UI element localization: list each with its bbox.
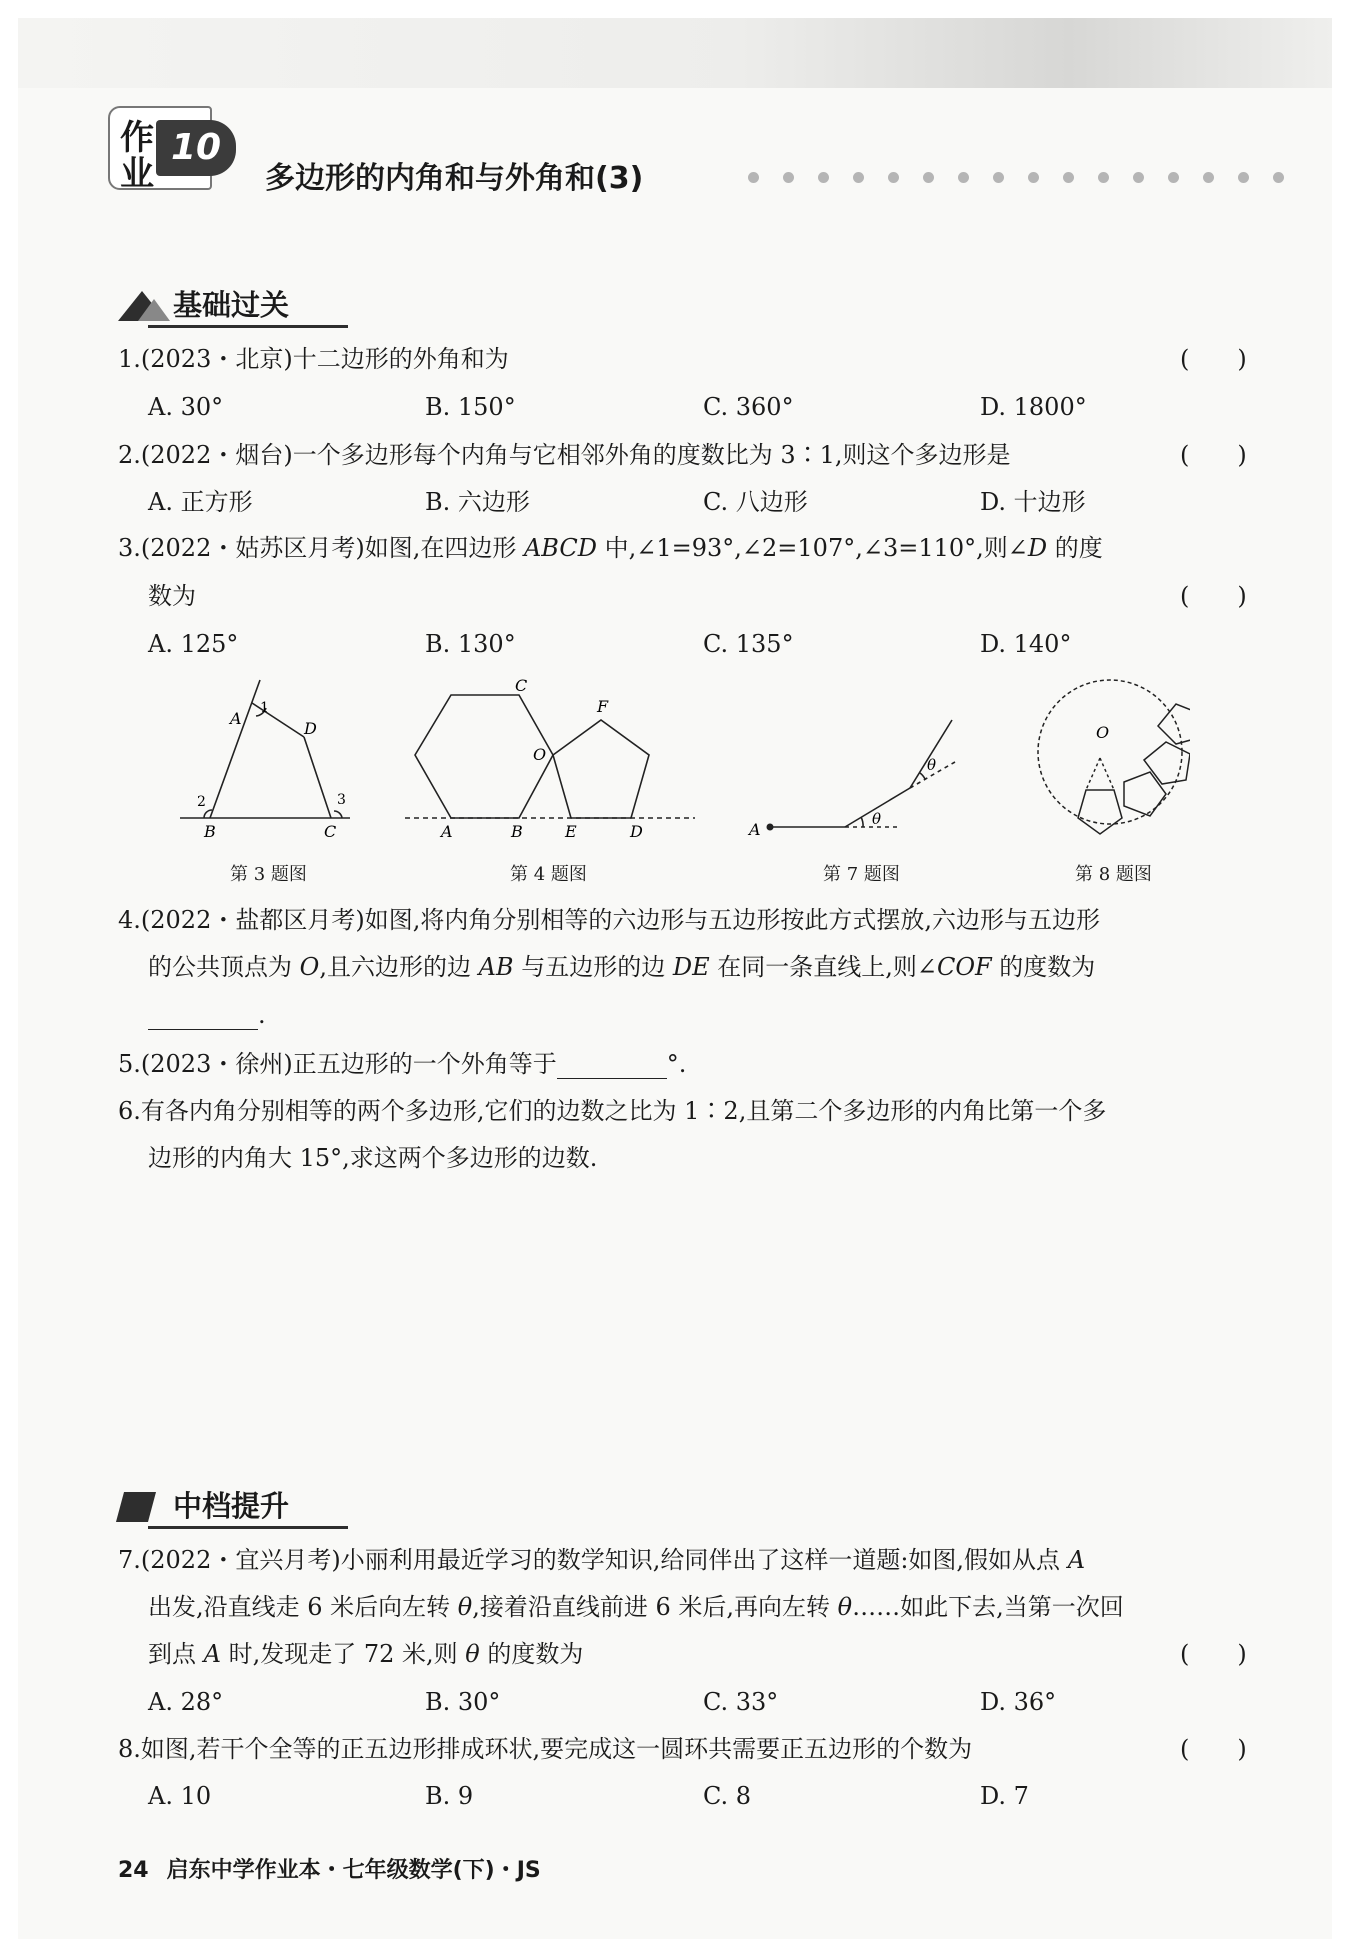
fig4-caption: 第 4 题图 (510, 864, 587, 885)
fig3-label-C: C (324, 822, 337, 841)
q3-answer-paren: ( ) (1180, 582, 1247, 610)
q3-option-c: C. 135° (703, 630, 794, 658)
fig7-label-theta2: θ (927, 756, 937, 774)
fig8-label-O: O (1096, 723, 1110, 742)
q2-option-b: B. 六边形 (425, 488, 530, 516)
fig4-label-E: E (565, 822, 577, 841)
q3-stem-line2: 数为 (148, 582, 196, 610)
homework-badge (108, 106, 238, 194)
q6-line2: 边形的内角大 15°,求这两个多边形的边数. (148, 1144, 598, 1172)
fig3-label-2: 2 (197, 794, 206, 810)
q4-answer-blank[interactable] (148, 1005, 258, 1030)
q5-stem: 5.(2023・徐州)正五边形的一个外角等于 °. (118, 1050, 687, 1078)
badge-line1: 作 (120, 118, 154, 158)
q8-option-a: A. 10 (148, 1782, 212, 1810)
q8-option-d: D. 7 (980, 1782, 1029, 1810)
q7-line3: 到点 A 时,发现走了 72 米,则 θ 的度数为 (148, 1640, 584, 1668)
fig4-label-A: A (441, 822, 453, 841)
page-number: 24 (118, 1858, 149, 1883)
q2-option-a: A. 正方形 (148, 488, 253, 516)
fig4-label-B: B (511, 822, 523, 841)
fig3-label-1: 1 (260, 700, 269, 716)
q2-stem: 2.(2022・烟台)一个多边形每个内角与它相邻外角的度数比为 3∶1,则这个多边形是 (118, 441, 1011, 469)
fig8-caption: 第 8 题图 (1075, 864, 1152, 885)
figure-8-pentagon-ring (1030, 672, 1190, 852)
q8-stem: 8.如图,若干个全等的正五边形排成环状,要完成这一圆环共需要正五边形的个数为 (118, 1735, 973, 1763)
q6-line1: 6.有各内角分别相等的两个多边形,它们的边数之比为 1∶2,且第二个多边形的内角比第一个多 (118, 1097, 1107, 1125)
badge-line2: 业 (120, 154, 154, 194)
lesson-title: 多边形的内角和与外角和(3) (265, 161, 644, 196)
q8-answer-paren: ( ) (1180, 1735, 1247, 1763)
q7-line2: 出发,沿直线走 6 米后向左转 θ,接着沿直线前进 6 米后,再向左转 θ……如此下去,当第一次回 (148, 1593, 1124, 1621)
fig7-start-point (767, 824, 774, 831)
fig3-label-D: D (304, 719, 317, 738)
scan-top-band (18, 18, 1332, 88)
q7-answer-paren: ( ) (1180, 1640, 1247, 1668)
fig4-label-O: O (533, 745, 547, 764)
fig4-label-C: C (515, 676, 528, 695)
title-dots-decoration (748, 168, 1328, 182)
fig3-caption: 第 3 题图 (230, 864, 307, 885)
q1-option-c: C. 360° (703, 393, 794, 421)
q7-option-a: A. 28° (148, 1688, 224, 1716)
q8-option-b: B. 9 (425, 1782, 474, 1810)
fig3-label-B: B (204, 822, 216, 841)
q2-answer-paren: ( ) (1180, 441, 1247, 469)
q3-option-a: A. 125° (148, 630, 239, 658)
q7-line1: 7.(2022・宜兴月考)小丽利用最近学习的数学知识,给同伴出了这样一道题:如图,假如从点 A (118, 1546, 1086, 1574)
figure-3-quadrilateral (180, 672, 360, 852)
fig7-label-A: A (749, 820, 761, 839)
q7-option-b: B. 30° (425, 1688, 501, 1716)
section-basic-label: 基础过关 (173, 288, 290, 322)
fig4-label-F: F (597, 697, 609, 716)
fig3-label-A: A (230, 709, 242, 728)
fig4-label-D: D (630, 822, 643, 841)
fig7-caption: 第 7 题图 (823, 864, 900, 885)
book-title: 启东中学作业本・七年级数学(下)・JS (166, 1858, 541, 1883)
q3-option-b: B. 130° (425, 630, 516, 658)
q3-stem-line1: 3.(2022・姑苏区月考)如图,在四边形 ABCD 中,∠1=93°,∠2=107°,∠3=110°,则∠D 的度 (118, 534, 1103, 562)
q3-option-d: D. 140° (980, 630, 1072, 658)
section-middle-label: 中档提升 (173, 1489, 290, 1523)
q1-option-a: A. 30° (148, 393, 224, 421)
q1-option-b: B. 150° (425, 393, 516, 421)
q2-option-c: C. 八边形 (703, 488, 808, 516)
q8-option-c: C. 8 (703, 1782, 752, 1810)
q1-answer-paren: ( ) (1180, 345, 1247, 373)
q4-line1: 4.(2022・盐都区月考)如图,将内角分别相等的六边形与五边形按此方式摆放,六边形与五边形 (118, 906, 1100, 934)
figure-7-path (745, 710, 995, 850)
q7-option-c: C. 33° (703, 1688, 779, 1716)
fig3-label-3: 3 (337, 792, 346, 808)
page-footer (118, 1853, 541, 1884)
q2-option-d: D. 十边形 (980, 488, 1086, 516)
q5-answer-blank[interactable] (557, 1054, 667, 1079)
q4-line3: . (148, 1000, 266, 1030)
fig7-label-theta1: θ (872, 810, 882, 828)
q7-option-d: D. 36° (980, 1688, 1057, 1716)
figure-4-hexagon-pentagon (405, 675, 705, 850)
q1-option-d: D. 1800° (980, 393, 1087, 421)
badge-number: 10 (156, 120, 236, 176)
q1-stem: 1.(2023・北京)十二边形的外角和为 (118, 345, 509, 373)
q4-line2: 的公共顶点为 O,且六边形的边 AB 与五边形的边 DE 在同一条直线上,则∠COF 的度数为 (148, 953, 1096, 981)
